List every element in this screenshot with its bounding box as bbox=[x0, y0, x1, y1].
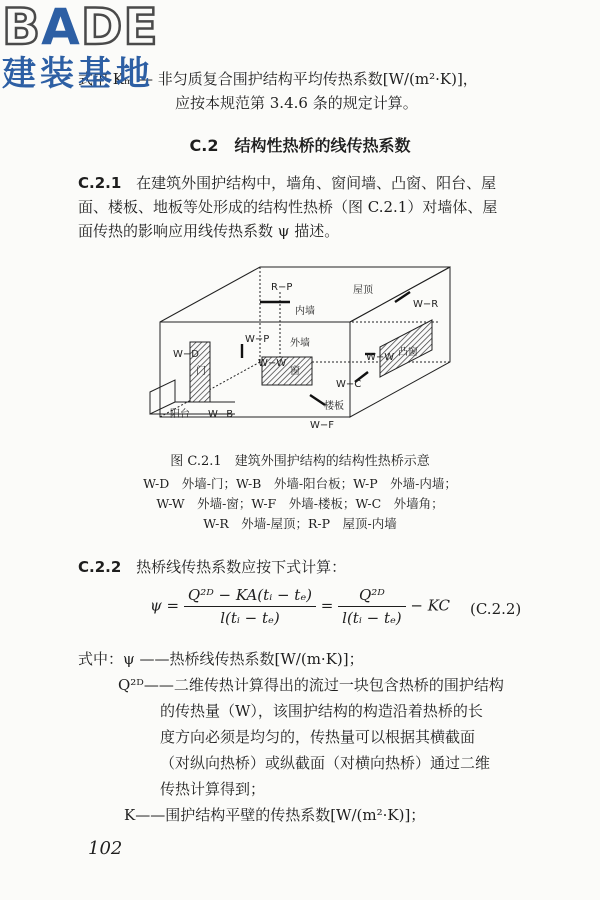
text-line: 应按本规范第 3.4.6 条的规定计算。 bbox=[175, 94, 418, 112]
formula-c22 bbox=[150, 586, 450, 627]
definition-line: 式中：ψ ——热桥线传热系数[W/(m·K)]； bbox=[78, 650, 364, 668]
definition-line: Q²ᴰ——二维传热计算得出的流过一块包含热桥的围护结构 bbox=[118, 676, 504, 694]
clause-c21-line bbox=[78, 172, 496, 194]
formula-fraction-1 bbox=[184, 586, 316, 627]
label-floor-slab: 楼板 bbox=[324, 401, 344, 412]
definition-line: 度方向必须是均匀的，传热量可以根据其横截面 bbox=[160, 728, 476, 746]
label-wb: W−B bbox=[208, 409, 234, 420]
clause-c21-line: 面传热的影响应用线传热系数 ψ 描述。 bbox=[78, 222, 340, 240]
formula-denominator: l(tᵢ − tₑ) bbox=[220, 609, 280, 627]
watermark-logo bbox=[2, 0, 159, 92]
label-wc: W−C bbox=[336, 379, 362, 390]
formula-numerator: Q²ᴰ bbox=[338, 586, 406, 607]
label-window: 窗 bbox=[290, 366, 300, 377]
formula-number: (C.2.2) bbox=[470, 600, 522, 618]
formula-fraction-2 bbox=[338, 586, 406, 627]
text-line: 式中 Kₘ — 非匀质复合围护结构平均传热系数[W/(m²·K)]， bbox=[78, 70, 478, 88]
label-rp: R−P bbox=[271, 282, 293, 293]
page-number: 102 bbox=[88, 838, 123, 859]
thermal-bridge-diagram bbox=[140, 262, 460, 432]
clause-c22-line bbox=[78, 556, 346, 578]
clause-text: 在建筑外围护结构中，墙角、窗间墙、凸窗、阳台、屋 bbox=[136, 174, 497, 192]
definition-line: （对纵向热桥）或纵截面（对横向热桥）通过二维 bbox=[160, 754, 491, 772]
formula-denominator: l(tᵢ − tₑ) bbox=[342, 609, 402, 627]
clause-text: 热桥线传热系数应按下式计算： bbox=[136, 558, 347, 576]
definition-line: 传热计算得到； bbox=[160, 780, 266, 798]
watermark-brand: BADE bbox=[2, 0, 159, 56]
label-roof: 屋顶 bbox=[353, 285, 373, 296]
clause-c21-line: 面、楼板、地板等处形成的结构性热桥（图 C.2.1）对墙体、屋 bbox=[78, 198, 498, 216]
label-ww-right: W−W bbox=[366, 352, 395, 363]
label-outer-wall: 外墙 bbox=[290, 338, 310, 349]
label-ww-left: W−W bbox=[258, 358, 287, 369]
watermark-subtitle: 建装基地 bbox=[2, 54, 154, 94]
clause-number: C.2.1 bbox=[78, 174, 122, 192]
label-wr: W−R bbox=[413, 299, 439, 310]
figure-caption: 图 C.2.1 建筑外围护结构的结构性热桥示意 bbox=[170, 454, 430, 469]
formula-numerator: Q²ᴰ − KA(tᵢ − tₑ) bbox=[184, 586, 316, 607]
label-wd: W−D bbox=[173, 349, 199, 360]
label-balcony: 阳台 bbox=[170, 409, 190, 420]
label-bay-window: 凸窗 bbox=[398, 347, 418, 358]
section-heading: C.2 结构性热桥的线传热系数 bbox=[189, 136, 411, 155]
definition-line: K——围护结构平壁的传热系数[W/(m²·K)]； bbox=[124, 806, 426, 824]
formula-lhs: ψ = bbox=[150, 596, 180, 615]
formula-equals: = bbox=[320, 596, 334, 615]
label-door: 门 bbox=[196, 366, 206, 377]
formula-tail: − KC bbox=[410, 596, 451, 615]
clause-number: C.2.2 bbox=[78, 558, 122, 576]
figure-legend-line: W-R 外墙-屋顶；R-P 屋顶-内墙 bbox=[203, 516, 397, 531]
figure-legend-line: W-W 外墙-窗；W-F 外墙-楼板；W-C 外墙角； bbox=[156, 496, 444, 511]
label-wf: W−F bbox=[310, 420, 335, 431]
figure-legend-line: W-D 外墙-门；W-B 外墙-阳台板；W-P 外墙-内墙； bbox=[143, 476, 457, 491]
definition-line: 的传热量（W），该围护结构的构造沿着热桥的长 bbox=[160, 702, 483, 720]
label-wp: W−P bbox=[245, 334, 270, 345]
label-inner-wall: 内墙 bbox=[295, 306, 315, 317]
